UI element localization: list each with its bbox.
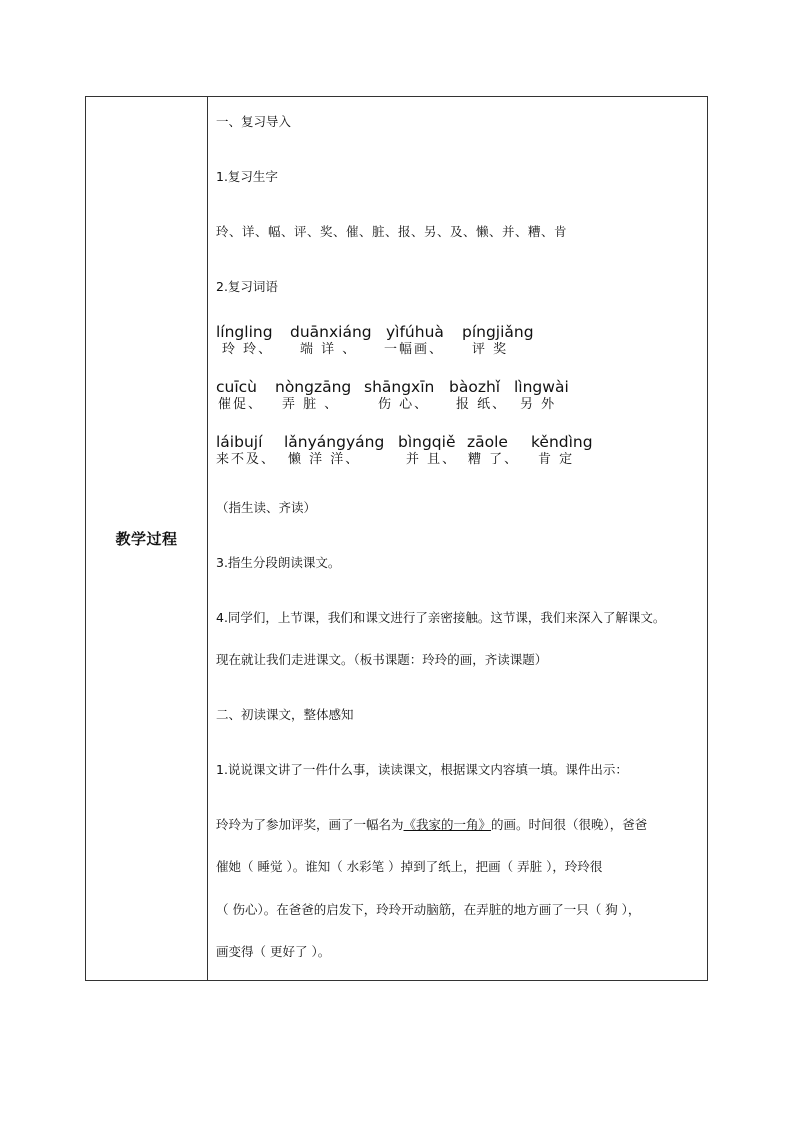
pinyin-word: bàozhǐ — [449, 378, 501, 396]
pinyin-word: língling — [216, 323, 273, 341]
item-review-words: 2.复习词语 — [216, 279, 278, 294]
lesson-table — [85, 96, 708, 981]
pinyin-row-2 — [216, 378, 706, 418]
painting-title: 《我家的一角》 — [403, 817, 492, 832]
item-intro-line1: 4.同学们，上节课，我们和课文进行了亲密接触。这节课，我们来深入了解课文。 — [216, 610, 666, 625]
hanzi-word: 一幅画、 — [384, 342, 445, 357]
hanzi-word: 糟 了、 — [468, 452, 520, 467]
item-read-aloud: 3.指生分段朗读课文。 — [216, 555, 341, 570]
pinyin-word: kěndìng — [531, 433, 593, 451]
pinyin-row-3 — [216, 433, 706, 473]
story-line-2: 催她（ 睡觉 ）。谁知（ 水彩笔 ）掉到了纸上，把画（ 弄脏 ），玲玲很 — [216, 859, 603, 874]
pinyin-word: nòngzāng — [275, 378, 352, 396]
reading-note: （指生读、齐读） — [216, 500, 317, 515]
hanzi-word: 另 外 — [520, 397, 557, 412]
hanzi-word: 懒 洋 洋、 — [288, 452, 361, 467]
story-line-1 — [216, 815, 647, 833]
item-intro-line2: 现在就让我们走进课文。（板书课题：玲玲的画，齐读课题） — [216, 652, 548, 667]
section1-title: 一、复习导入 — [216, 114, 292, 129]
hanzi-word: 评 奖 — [472, 342, 509, 357]
story-line-1a: 玲玲为了参加评奖，画了一幅名为 — [216, 817, 404, 832]
pinyin-word: lìngwài — [514, 378, 569, 396]
hanzi-word: 来不及、 — [216, 452, 277, 467]
pinyin-row-1 — [216, 323, 706, 363]
content-cell — [216, 97, 706, 980]
pinyin-word: bìngqiě — [398, 433, 456, 451]
pinyin-word: píngjiǎng — [462, 323, 534, 341]
column-divider — [207, 97, 208, 980]
pinyin-word: duānxiáng — [290, 323, 372, 341]
hanzi-word: 肯 定 — [538, 452, 575, 467]
item-review-chars: 1.复习生字 — [216, 169, 278, 184]
hanzi-word: 玲 玲、 — [222, 342, 274, 357]
story-line-1b: 的画。时间很（很晚），爸爸 — [491, 817, 648, 832]
pinyin-word: lǎnyángyáng — [284, 433, 385, 451]
hanzi-word: 报 纸、 — [456, 397, 508, 412]
row-label: 教学过程 — [115, 530, 178, 548]
story-line-3: （ 伤心）。在爸爸的启发下，玲玲开动脑筋，在弄脏的地方画了一只（ 狗 ）， — [216, 902, 641, 917]
hanzi-word: 催促、 — [218, 397, 264, 412]
hanzi-word: 端 详 、 — [300, 342, 358, 357]
pinyin-word: zāole — [467, 433, 508, 451]
item-fill-blank: 1.说说课文讲了一件什么事，读读课文，根据课文内容填一填。课件出示： — [216, 762, 628, 777]
pinyin-word: shāngxīn — [364, 378, 435, 396]
pinyin-word: yìfúhuà — [386, 323, 444, 341]
section2-title: 二、初读课文，整体感知 — [216, 707, 354, 722]
story-line-4: 画变得（ 更好了 ）。 — [216, 944, 331, 959]
hanzi-word: 伤 心、 — [378, 397, 430, 412]
hanzi-word: 弄 脏 、 — [282, 397, 340, 412]
pinyin-word: cuīcù — [216, 378, 257, 396]
char-list: 玲、详、幅、评、奖、催、脏、报、另、及、懒、并、糟、肯 — [216, 224, 568, 239]
pinyin-word: láibují — [216, 433, 263, 451]
label-cell — [86, 97, 207, 980]
hanzi-word: 并 且、 — [406, 452, 458, 467]
